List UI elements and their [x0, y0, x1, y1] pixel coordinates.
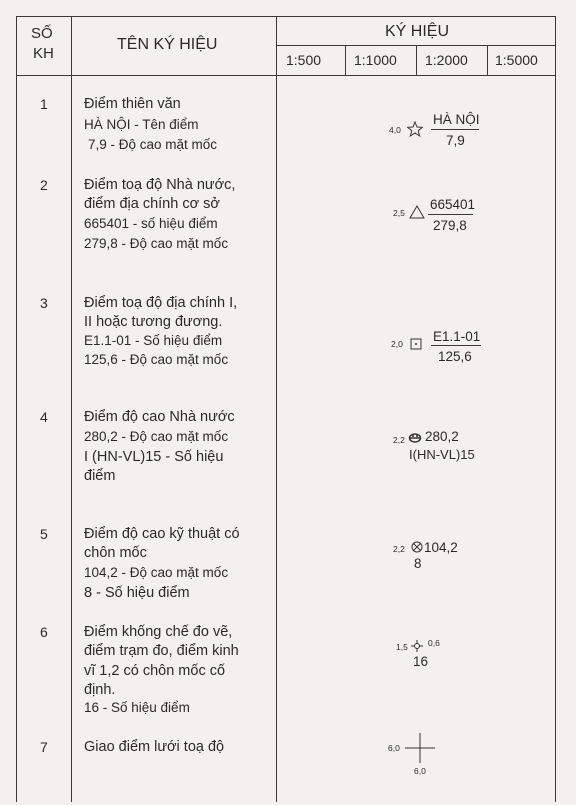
row-3-fraction-line	[431, 345, 481, 346]
row-1-fraction-line	[431, 129, 479, 130]
row-6-number: 6	[40, 624, 48, 640]
row-6-symbol-size: 1,5	[396, 642, 408, 652]
row-1-symbol-size: 4,0	[389, 125, 401, 135]
row-4-line-1: Điểm độ cao Nhà nước	[84, 409, 235, 425]
col-divider-2	[276, 16, 277, 802]
row-1-line-1: Điểm thiên văn	[84, 96, 181, 112]
row-3-line-2: II hoặc tương đương.	[84, 314, 223, 330]
row-7-line-1: Giao điểm lưới toạ độ	[84, 739, 225, 755]
header-ten-ky-hieu: TÊN KÝ HIỆU	[117, 36, 218, 53]
row-4-line-3: I (HN-VL)15 - Số hiệu	[84, 449, 224, 465]
row-6-line-4: định.	[84, 682, 116, 698]
row-5-line-4: 8 - Số hiệu điểm	[84, 585, 190, 601]
row-3-line-4: 125,6 - Độ cao mặt mốc	[84, 352, 229, 367]
row-7-symbol-size: 6,0	[388, 743, 400, 753]
row-7-symbol-size-2: 6,0	[414, 766, 426, 776]
row-1-number: 1	[40, 96, 48, 112]
row-1-line-2: HÀ NỘI - Tên điểm	[84, 117, 199, 132]
row-2-line-4: 279,8 - Độ cao mặt mốc	[84, 236, 229, 251]
scale-1-1000: 1:1000	[354, 52, 397, 68]
row-1-line-3: 7,9 - Độ cao mặt mốc	[88, 137, 218, 152]
row-3-line-1: Điểm toạ độ địa chính I,	[84, 295, 238, 311]
row-6-line-3: vĩ 1,2 có chôn mốc cố	[84, 663, 226, 679]
row-4-line-4: điểm	[84, 468, 116, 484]
control-point-icon	[411, 640, 423, 652]
grid-cross-icon	[405, 733, 435, 763]
triangle-icon	[409, 205, 425, 219]
row-5-symbol-size: 2,2	[393, 544, 405, 554]
row-5-line-3: 104,2 - Độ cao mặt mốc	[84, 565, 229, 580]
row-6-symbol-bottom: 16	[413, 654, 429, 669]
row-2-symbol-size: 2,5	[393, 208, 405, 218]
row-6-symbol-size-2: 0,6	[428, 638, 440, 648]
row-5-symbol-top: 104,2	[424, 540, 458, 555]
scale-1-5000: 1:5000	[495, 52, 538, 68]
row-5-number: 5	[40, 526, 48, 542]
header-kh: KH	[33, 45, 54, 62]
benchmark-icon	[408, 433, 422, 443]
row-5-line-2: chôn mốc	[84, 545, 147, 561]
row-7-number: 7	[40, 739, 48, 755]
row-2-number: 2	[40, 177, 48, 193]
header-ky-hieu: KÝ HIỆU	[385, 23, 450, 40]
col-divider-1	[71, 16, 72, 802]
row-3-symbol-size: 2,0	[391, 339, 403, 349]
scale-1-500: 1:500	[286, 52, 322, 68]
row-3-symbol-top: E1.1-01	[433, 329, 481, 344]
row-3-line-3: E1.1-01 - Số hiệu điểm	[84, 333, 223, 348]
row-4-symbol-size: 2,2	[393, 435, 405, 445]
row-2-line-3: 665401 - số hiệu điểm	[84, 216, 218, 231]
row-1-symbol-top: HÀ NỘI	[433, 112, 480, 127]
header-so: SỐ	[31, 25, 53, 42]
table-border-right	[555, 16, 556, 802]
row-3-symbol-bottom: 125,6	[438, 349, 472, 364]
scale-divider-2	[416, 45, 417, 75]
crossed-circle-icon	[411, 541, 423, 553]
square-dot-icon	[410, 338, 422, 350]
table-border-top	[16, 16, 556, 17]
row-6-line-1: Điểm khống chế đo vẽ,	[84, 624, 233, 640]
row-2-fraction-line	[428, 214, 473, 215]
row-4-line-2: 280,2 - Độ cao mặt mốc	[84, 429, 229, 444]
row-6-line-5: 16 - Số hiệu điểm	[84, 700, 190, 715]
row-5-symbol-bottom: 8	[414, 556, 422, 571]
row-2-line-1: Điểm toạ độ Nhà nước,	[84, 177, 236, 193]
row-2-symbol-top: 665401	[430, 197, 476, 212]
row-4-symbol-top: 280,2	[425, 429, 459, 444]
table-border-left	[16, 16, 17, 802]
star-icon	[407, 121, 423, 137]
header-bottom-rule	[16, 75, 556, 76]
scale-divider-1	[345, 45, 346, 75]
row-4-number: 4	[40, 409, 48, 425]
row-3-number: 3	[40, 295, 48, 311]
scale-divider-3	[487, 45, 488, 75]
row-4-symbol-bottom: I(HN-VL)15	[409, 447, 475, 462]
row-2-line-2: điểm địa chính cơ sở	[84, 196, 220, 212]
row-2-symbol-bottom: 279,8	[433, 218, 467, 233]
scale-1-2000: 1:2000	[425, 52, 468, 68]
row-6-line-2: điểm trạm đo, điểm kinh	[84, 643, 239, 659]
row-1-symbol-bottom: 7,9	[446, 133, 465, 148]
row-5-line-1: Điểm độ cao kỹ thuật có	[84, 526, 240, 542]
